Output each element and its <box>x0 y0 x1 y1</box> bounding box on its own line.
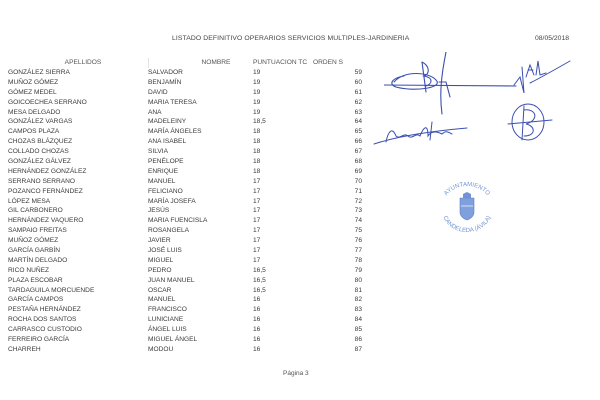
cell-nombre: JESÚS <box>148 207 170 215</box>
page-number: Página 3 <box>283 370 309 377</box>
cell-orden: 86 <box>354 336 362 344</box>
cell-orden: 83 <box>354 306 362 314</box>
cell-nombre: PEDRO <box>148 266 172 274</box>
table-header-row <box>8 58 378 68</box>
table-row <box>8 177 378 187</box>
cell-orden: 74 <box>354 217 362 225</box>
signature-icon <box>372 118 472 148</box>
cell-orden: 80 <box>354 276 362 284</box>
table-row <box>8 137 378 147</box>
header-puntuacion: PUNTUACION TC <box>253 59 308 66</box>
cell-apellidos: PESTAÑA HERNÁNDEZ <box>8 306 81 314</box>
cell-puntuacion: 17 <box>253 217 261 225</box>
cell-apellidos: RICO NUÑEZ <box>8 266 50 274</box>
cell-apellidos: MARTÍN DELGADO <box>8 256 68 264</box>
cell-nombre: MARIA FUENCISLA <box>148 217 208 225</box>
cell-puntuacion: 17 <box>253 237 261 245</box>
cell-nombre: MODOU <box>148 345 174 353</box>
document-date: 08/05/2018 <box>535 35 570 42</box>
table-row <box>8 315 378 325</box>
cell-apellidos: CAMPOS PLAZA <box>8 128 60 136</box>
cell-nombre: MANUEL <box>148 177 176 185</box>
cell-puntuacion: 18 <box>253 138 261 146</box>
cell-orden: 63 <box>354 108 362 116</box>
cell-nombre: MANUEL <box>148 296 176 304</box>
cell-nombre: SALVADOR <box>148 69 183 76</box>
cell-puntuacion: 19 <box>253 98 261 106</box>
cell-nombre: MARÍA JOSEFA <box>148 197 196 205</box>
table-row <box>8 226 378 236</box>
cell-puntuacion: 18,5 <box>253 118 266 126</box>
cell-puntuacion: 18 <box>253 128 261 136</box>
cell-apellidos: SAMPAIO FREITAS <box>8 227 67 235</box>
cell-nombre: ANA ISABEL <box>148 138 187 146</box>
cell-orden: 85 <box>354 326 362 334</box>
cell-apellidos: GARCÍA CAMPOS <box>8 296 64 304</box>
table-row <box>8 187 378 197</box>
table-row <box>8 216 378 226</box>
signature-icon <box>512 55 572 97</box>
table-row <box>8 345 378 355</box>
cell-apellidos: CHOZAS BLÁZQUEZ <box>8 138 73 146</box>
table-row <box>8 256 378 266</box>
results-table <box>8 58 378 355</box>
cell-nombre: ÁNGEL LUIS <box>148 326 187 334</box>
cell-nombre: MARIA TERESA <box>148 98 197 106</box>
cell-puntuacion: 18 <box>253 158 261 166</box>
cell-nombre: MIGUEL <box>148 256 174 264</box>
cell-orden: 79 <box>354 266 362 274</box>
table-row <box>8 108 378 118</box>
cell-nombre: MADELEINY <box>148 118 187 126</box>
cell-orden: 71 <box>354 187 362 195</box>
cell-orden: 76 <box>354 237 362 245</box>
cell-nombre: FRANCISCO <box>148 306 187 314</box>
cell-puntuacion: 17 <box>253 227 261 235</box>
table-row <box>8 167 378 177</box>
header-apellidos: APELLIDOS <box>64 59 102 66</box>
cell-puntuacion: 17 <box>253 247 261 255</box>
table-row <box>8 68 378 78</box>
table-row <box>8 157 378 167</box>
table-row <box>8 147 378 157</box>
table-row <box>8 276 378 286</box>
cell-orden: 59 <box>354 69 362 76</box>
cell-orden: 67 <box>354 148 362 156</box>
cell-apellidos: MESA DELGADO <box>8 108 61 116</box>
table-row <box>8 335 378 345</box>
cell-apellidos: GIL CARBONERO <box>8 207 63 215</box>
cell-nombre: JAVIER <box>148 237 171 245</box>
cell-orden: 60 <box>354 78 362 86</box>
cell-puntuacion: 17 <box>253 256 261 264</box>
cell-nombre: ENRIQUE <box>148 167 179 175</box>
document-title: LISTADO DEFINITIVO OPERARIOS SERVICIOS MULTIPLES-JARDINERIA <box>172 35 410 42</box>
cell-orden: 84 <box>354 316 362 324</box>
cell-nombre: PENÉLOPE <box>148 158 184 166</box>
cell-apellidos: GARCÍA GARBÍN <box>8 247 61 255</box>
cell-puntuacion: 16 <box>253 316 261 324</box>
cell-orden: 82 <box>354 296 362 304</box>
cell-apellidos: HERNÁNDEZ GONZÁLEZ <box>8 167 87 175</box>
table-row <box>8 286 378 296</box>
cell-apellidos: COLLADO CHOZAS <box>8 148 69 156</box>
cell-orden: 66 <box>354 138 362 146</box>
cell-apellidos: MUÑOZ GÓMEZ <box>8 78 59 86</box>
stamp-bottom-text: CANDELEDA (ÁVILA) <box>441 215 493 235</box>
table-row <box>8 88 378 98</box>
cell-apellidos: TARDAGUILA MORCUENDE <box>8 286 95 294</box>
cell-puntuacion: 18 <box>253 167 261 175</box>
cell-orden: 61 <box>354 88 362 96</box>
cell-apellidos: HERNÁNDEZ VAQUERO <box>8 217 84 225</box>
cell-nombre: MIGUEL ÁNGEL <box>148 336 198 344</box>
cell-apellidos: PLAZA ESCOBAR <box>8 276 63 284</box>
cell-nombre: MARÍA ÁNGELES <box>148 128 202 136</box>
cell-apellidos: FERREIRO GARCÍA <box>8 336 70 344</box>
cell-orden: 65 <box>354 128 362 136</box>
cell-nombre: DAVID <box>148 88 168 96</box>
cell-nombre: LUNICIANE <box>148 316 184 324</box>
cell-puntuacion: 16 <box>253 326 261 334</box>
cell-apellidos: CHARREH <box>8 345 41 353</box>
cell-orden: 69 <box>354 167 362 175</box>
cell-orden: 87 <box>354 345 362 353</box>
cell-nombre: ANA <box>148 108 162 116</box>
cell-nombre: JOSÉ LUIS <box>148 247 182 255</box>
cell-apellidos: POZANCO FERNÁNDEZ <box>8 187 83 195</box>
cell-nombre: OSCAR <box>148 286 172 294</box>
cell-apellidos: GOICOECHEA SERRANO <box>8 98 87 106</box>
cell-puntuacion: 16 <box>253 336 261 344</box>
cell-puntuacion: 17 <box>253 177 261 185</box>
cell-orden: 64 <box>354 118 362 126</box>
cell-puntuacion: 16,5 <box>253 276 266 284</box>
cell-apellidos: GONZÁLEZ SIERRA <box>8 69 70 76</box>
cell-puntuacion: 18 <box>253 148 261 156</box>
cell-apellidos: SERRANO SERRANO <box>8 177 76 185</box>
table-row <box>8 206 378 216</box>
cell-puntuacion: 19 <box>253 108 261 116</box>
cell-apellidos: GONZÁLEZ VARGAS <box>8 118 73 126</box>
cell-puntuacion: 17 <box>253 207 261 215</box>
cell-orden: 73 <box>354 207 362 215</box>
table-row <box>8 197 378 207</box>
cell-apellidos: GÓMEZ MEDEL <box>8 88 57 96</box>
table-row <box>8 236 378 246</box>
table-row <box>8 246 378 256</box>
header-orden: ORDEN S <box>313 59 344 66</box>
cell-orden: 70 <box>354 177 362 185</box>
cell-puntuacion: 17 <box>253 197 261 205</box>
cell-orden: 77 <box>354 247 362 255</box>
cell-apellidos: ROCHA DOS SANTOS <box>8 316 77 324</box>
table-row <box>8 305 378 315</box>
cell-nombre: SILVIA <box>148 148 169 156</box>
table-row <box>8 266 378 276</box>
cell-puntuacion: 16 <box>253 306 261 314</box>
cell-puntuacion: 19 <box>253 88 261 96</box>
official-stamp <box>432 176 502 236</box>
cell-puntuacion: 19 <box>253 69 261 76</box>
cell-puntuacion: 16,5 <box>253 286 266 294</box>
cell-orden: 75 <box>354 227 362 235</box>
cell-nombre: FELICIANO <box>148 187 183 195</box>
table-row <box>8 78 378 88</box>
cell-puntuacion: 17 <box>253 187 261 195</box>
header-nombre: NOMBRE <box>148 58 253 68</box>
cell-apellidos: CARRASCO CUSTODIO <box>8 326 82 334</box>
signature-icon <box>506 98 556 148</box>
cell-apellidos: LÓPEZ MESA <box>8 197 51 205</box>
cell-puntuacion: 16 <box>253 296 261 304</box>
table-row <box>8 325 378 335</box>
cell-orden: 72 <box>354 197 362 205</box>
coat-of-arms-icon <box>460 192 474 220</box>
cell-puntuacion: 16 <box>253 345 261 353</box>
cell-puntuacion: 19 <box>253 78 261 86</box>
table-row <box>8 98 378 108</box>
table-row <box>8 295 378 305</box>
cell-puntuacion: 16,5 <box>253 266 266 274</box>
cell-apellidos: MUÑOZ GÓMEZ <box>8 237 59 245</box>
stamp-top-text: AYUNTAMIENTO <box>443 181 491 197</box>
cell-orden: 62 <box>354 98 362 106</box>
cell-orden: 68 <box>354 158 362 166</box>
cell-nombre: ROSANGELA <box>148 227 190 235</box>
cell-nombre: BENJAMÍN <box>148 78 182 86</box>
cell-nombre: JUAN MANUEL <box>148 276 195 284</box>
table-row <box>8 127 378 137</box>
table-row <box>8 117 378 127</box>
signature-icon <box>384 52 524 122</box>
cell-orden: 78 <box>354 256 362 264</box>
cell-apellidos: GONZÁLEZ GÁLVEZ <box>8 158 71 166</box>
cell-orden: 81 <box>354 286 362 294</box>
